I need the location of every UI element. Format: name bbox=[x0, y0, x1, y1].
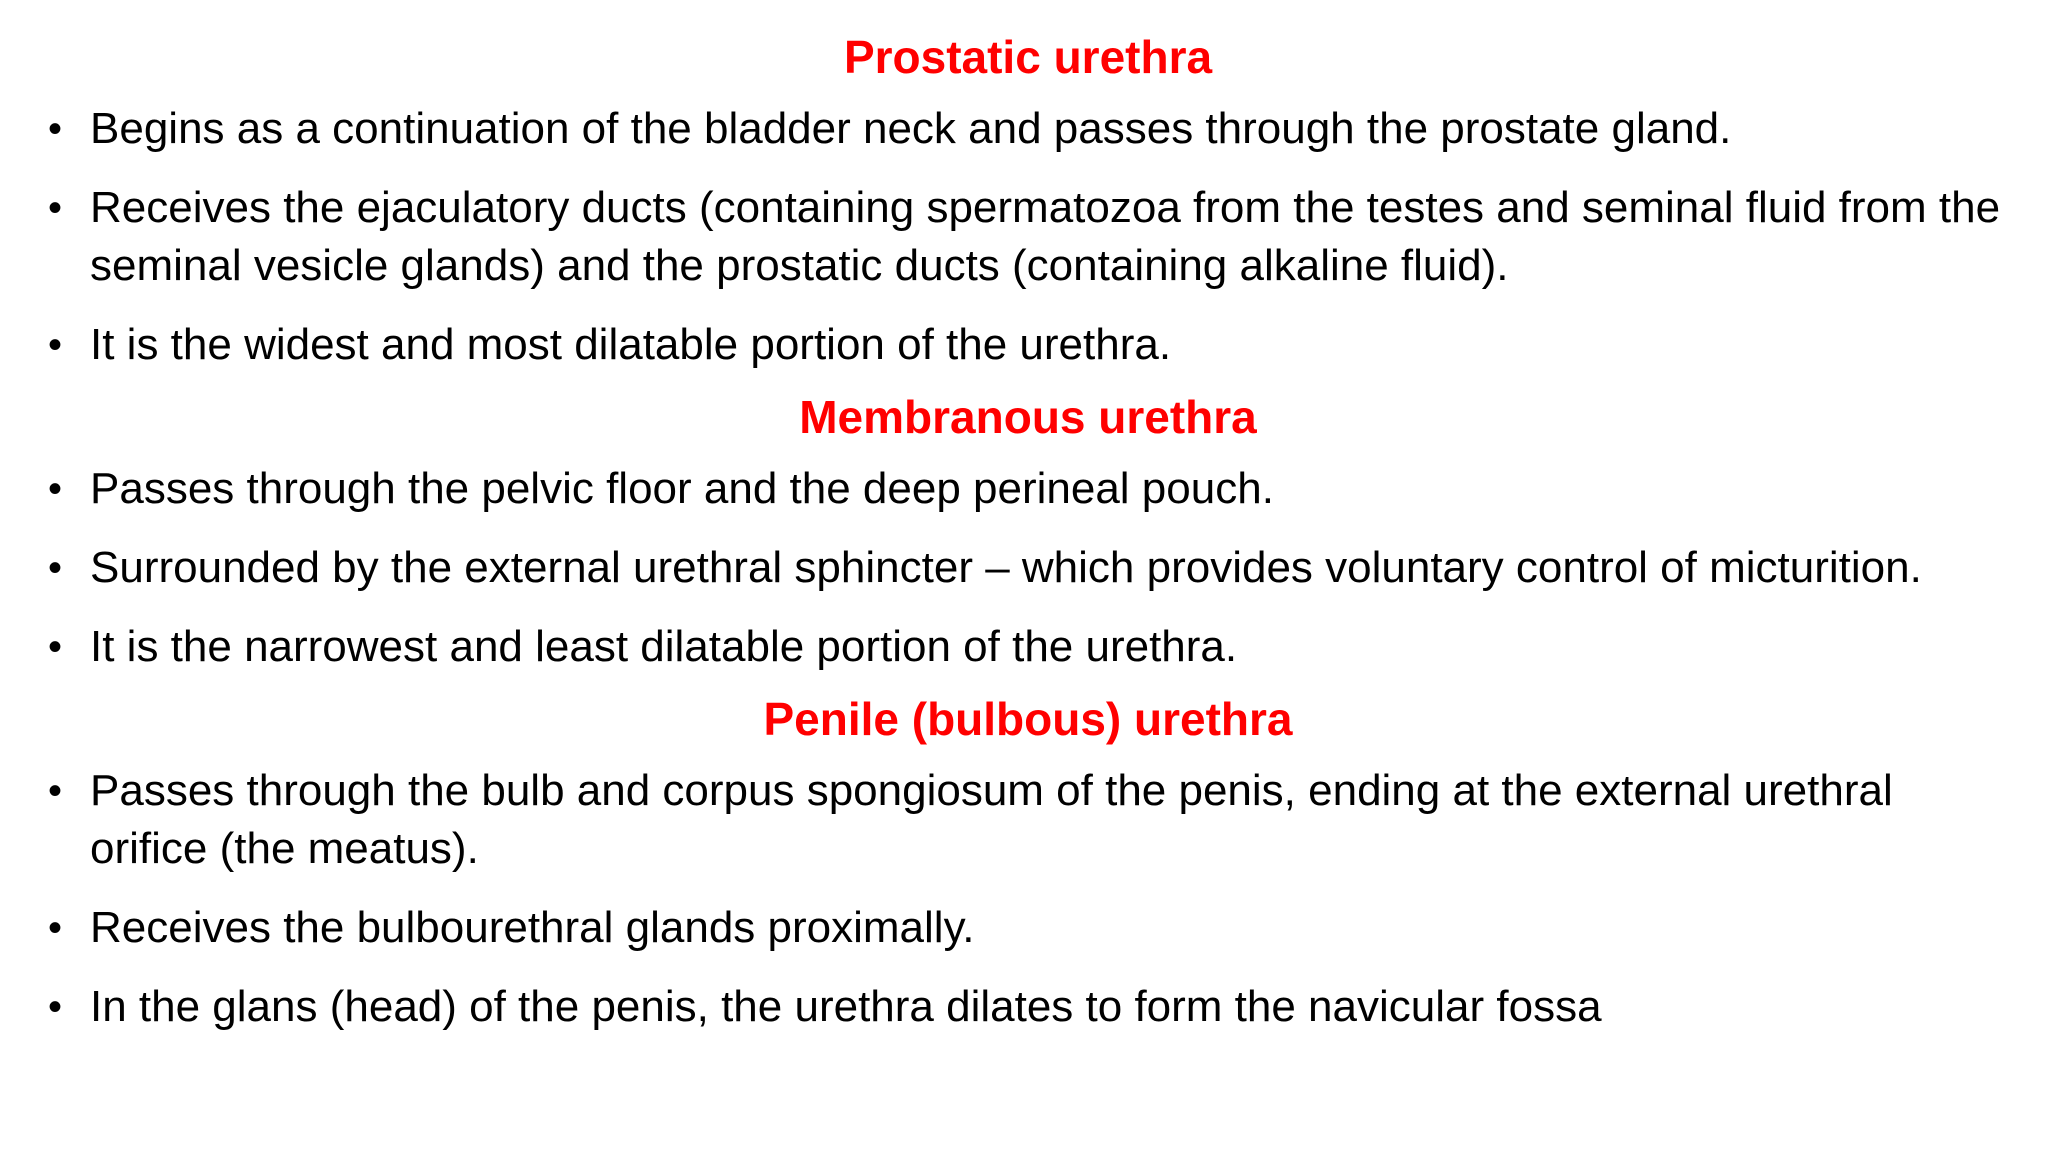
list-item-text: Receives the ejaculatory ducts (containing spermatozoa from the testes and seminal fluid from the seminal vesicle glands) and the prostatic ducts (containing alkaline fluid). bbox=[90, 183, 2001, 290]
list-item bbox=[48, 618, 2008, 676]
bullet-icon: • bbox=[48, 107, 63, 151]
section-heading-membranous: Membranous urethra bbox=[799, 391, 1257, 443]
list-item-text: It is the narrowest and least dilatable portion of the urethra. bbox=[90, 622, 1238, 671]
list-item bbox=[48, 316, 2008, 374]
list-item-text: It is the widest and most dilatable portion of the urethra. bbox=[90, 320, 1172, 369]
bullet-icon: • bbox=[48, 323, 63, 367]
bullet-icon: • bbox=[48, 546, 63, 590]
section-heading-prostatic: Prostatic urethra bbox=[843, 31, 1213, 83]
bullet-icon: • bbox=[48, 186, 63, 230]
bullet-icon: • bbox=[48, 769, 63, 813]
list-item bbox=[48, 899, 2008, 957]
list-item bbox=[48, 762, 2008, 878]
list-item-text: In the glans (head) of the penis, the urethra dilates to form the navicular fossa bbox=[90, 982, 1602, 1031]
bullet-list-membranous bbox=[48, 460, 2008, 676]
list-item bbox=[48, 179, 2008, 295]
bullet-icon: • bbox=[48, 467, 63, 511]
list-item bbox=[48, 460, 2008, 518]
bullet-icon: • bbox=[48, 906, 63, 950]
list-item bbox=[48, 539, 2008, 597]
list-item bbox=[48, 100, 2008, 158]
list-item-text: Passes through the pelvic floor and the deep perineal pouch. bbox=[90, 464, 1274, 513]
bullet-icon: • bbox=[48, 985, 63, 1029]
list-item-text: Receives the bulbourethral glands proximally. bbox=[90, 903, 975, 952]
bullet-list-prostatic bbox=[48, 100, 2008, 374]
bullet-list-penile bbox=[48, 762, 2008, 1036]
list-item-text: Passes through the bulb and corpus spongiosum of the penis, ending at the external urethral orifice (the meatus). bbox=[90, 766, 1893, 873]
list-item bbox=[48, 978, 2008, 1036]
list-item-text: Surrounded by the external urethral sphincter – which provides voluntary control of micturition. bbox=[90, 543, 1922, 592]
section-heading-penile: Penile (bulbous) urethra bbox=[763, 693, 1293, 745]
bullet-icon: • bbox=[48, 625, 63, 669]
list-item-text: Begins as a continuation of the bladder neck and passes through the prostate gland. bbox=[90, 104, 1732, 153]
